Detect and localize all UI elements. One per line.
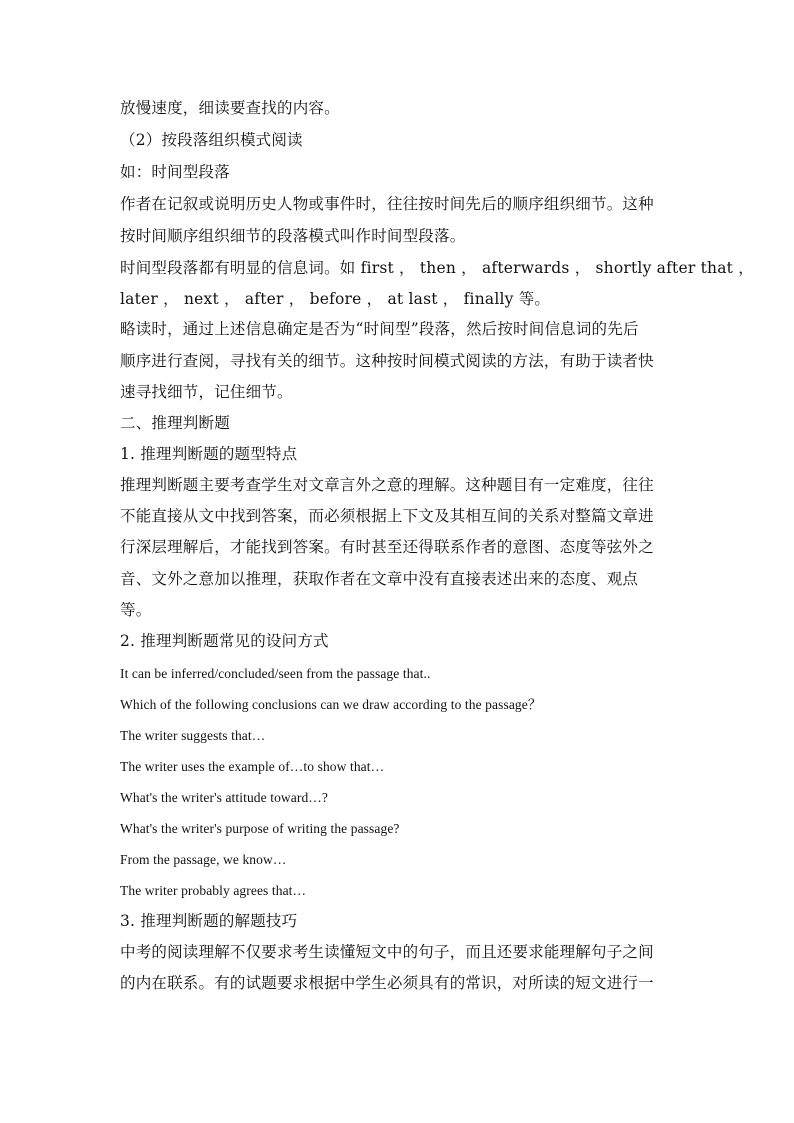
question-pattern-line: The writer probably agrees that… bbox=[120, 883, 307, 898]
text-line: 行深层理解后，才能找到答案。有时甚至还得联系作者的意图、态度等弦外之 bbox=[120, 538, 654, 556]
section-subheading: （2）按段落组织模式阅读 bbox=[120, 131, 303, 149]
text-line: 放慢速度，细读要查找的内容。 bbox=[120, 99, 340, 117]
question-pattern-line: It can be inferred/concluded/seen from the passage that.. bbox=[120, 666, 431, 681]
subsection-heading: 1. 推理判断题的题型特点 bbox=[120, 445, 298, 463]
question-pattern-line: What's the writer's attitude toward…? bbox=[120, 790, 328, 805]
subsection-heading: 3. 推理判断题的解题技巧 bbox=[120, 912, 298, 930]
text-line: 的内在联系。有的试题要求根据中学生必须具有的常识，对所读的短文进行一 bbox=[120, 974, 654, 992]
question-pattern-line: From the passage, we know… bbox=[120, 852, 287, 867]
question-pattern-line: Which of the following conclusions can we draw according to the passage？ bbox=[120, 697, 542, 712]
question-pattern-line: The writer uses the example of…to show that… bbox=[120, 759, 385, 774]
text-line: 推理判断题主要考查学生对文章言外之意的理解。这种题目有一定难度，往往 bbox=[120, 476, 654, 494]
text-line: 速寻找细节，记住细节。 bbox=[120, 383, 293, 401]
text-line: 中考的阅读理解不仅要求考生读懂短文中的句子，而且还要求能理解句子之间 bbox=[120, 943, 654, 961]
text-line: 略读时，通过上述信息确定是否为“时间型”段落，然后按时间信息词的先后 bbox=[120, 320, 639, 338]
text-line: 时间型段落都有明显的信息词。如 first ， then ， afterwards ， shortly after that ， bbox=[120, 259, 754, 277]
question-pattern-line: What's the writer's purpose of writing the passage? bbox=[120, 821, 400, 836]
text-line: 作者在记叙或说明历史人物或事件时，往往按时间先后的顺序组织细节。这种 bbox=[120, 195, 654, 213]
text-line: 如：时间型段落 bbox=[120, 163, 230, 181]
section-heading: 二、推理判断题 bbox=[120, 414, 230, 432]
text-line: later ， next ， after ， before ， at last ， finally 等。 bbox=[120, 290, 551, 308]
text-line: 按时间顺序组织细节的段落模式叫作时间型段落。 bbox=[120, 227, 466, 245]
question-pattern-line: The writer suggests that… bbox=[120, 728, 266, 743]
text-line: 不能直接从文中找到答案，而必须根据上下文及其相互间的关系对整篇文章进 bbox=[120, 507, 654, 525]
text-line: 顺序进行查阅，寻找有关的细节。这种按时间模式阅读的方法，有助于读者快 bbox=[120, 352, 654, 370]
text-line: 音、文外之意加以推理，获取作者在文章中没有直接表述出来的态度、观点 bbox=[120, 570, 639, 588]
text-line: 等。 bbox=[120, 601, 152, 619]
subsection-heading: 2. 推理判断题常见的设问方式 bbox=[120, 632, 329, 650]
